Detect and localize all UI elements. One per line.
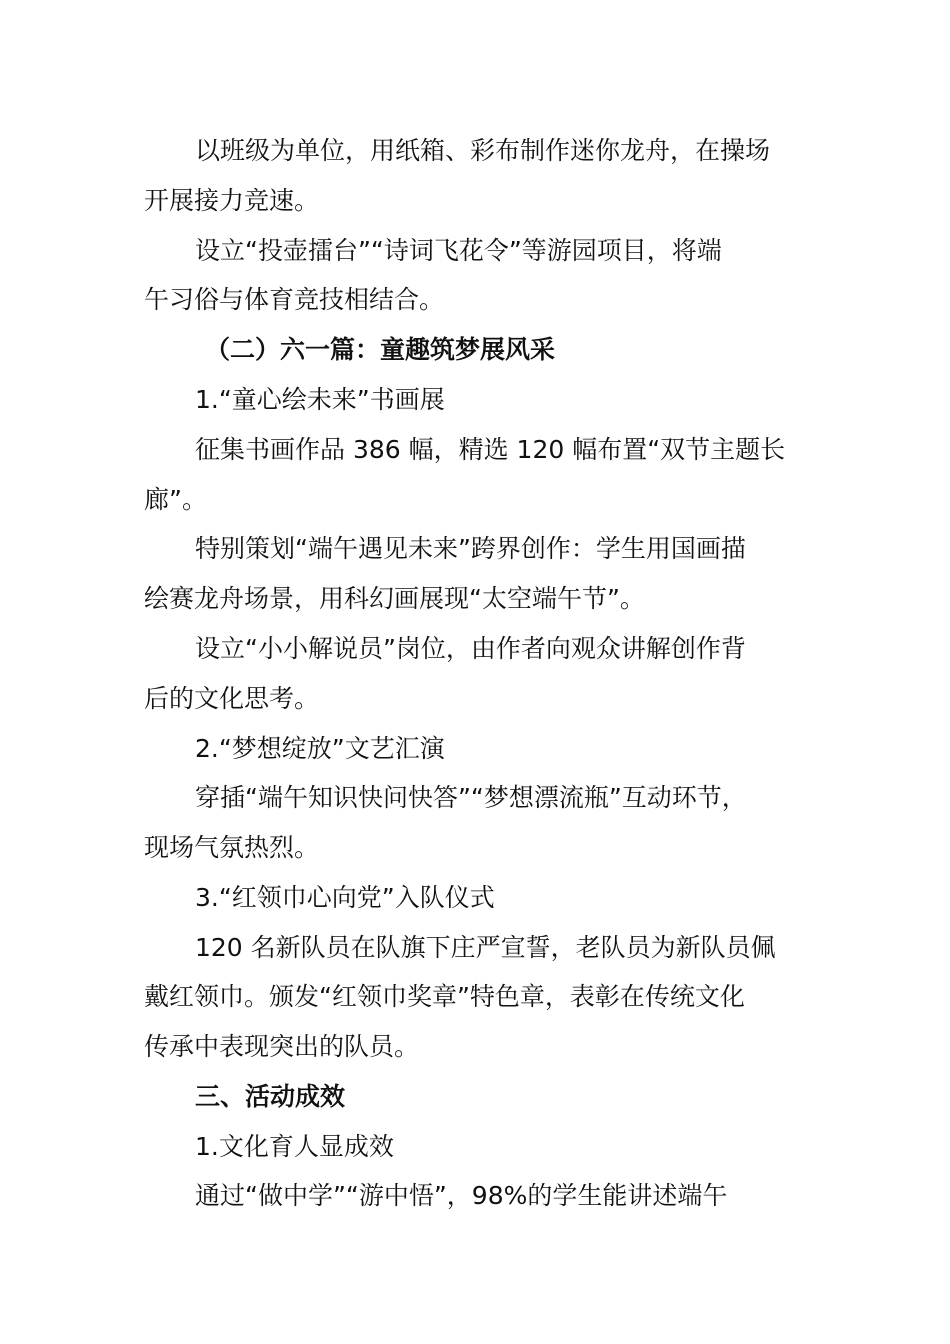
paragraph-line: 设立“小小解说员”岗位，由作者向观众讲解创作背 [195,634,746,663]
paragraph-line: 征集书画作品 386 幅，精选 120 幅布置“双节主题长 [195,435,786,464]
paragraph-line: 廊”。 [144,485,207,514]
paragraph-line: 特别策划“端午遇见未来”跨界创作：学生用国画描 [195,534,746,563]
paragraph-line: 穿插“端午知识快问快答”“梦想漂流瓶”互动环节， [195,783,747,812]
paragraph-line: 传承中表现突出的队员。 [144,1032,420,1061]
paragraph-line: 设立“投壶擂台”“诗词飞花令”等游园项目，将端 [195,236,722,265]
section-heading: 三、活动成效 [195,1082,346,1111]
paragraph-line: 午习俗与体育竞技相结合。 [144,285,445,314]
paragraph-line: 现场气氛热烈。 [144,833,320,862]
paragraph-line: 戴红领巾。颁发“红领巾奖章”特色章，表彰在传统文化 [144,982,745,1011]
paragraph-line: 120 名新队员在队旗下庄严宣誓，老队员为新队员佩 [195,933,776,962]
subsection-title: 3.“红领巾心向党”入队仪式 [195,883,495,912]
subsection-title: 1.文化育人显成效 [195,1132,394,1161]
subsection-title: 1.“童心绘未来”书画展 [195,385,445,414]
section-heading: （二）六一篇：童趣筑梦展风采 [205,335,556,364]
paragraph-line: 后的文化思考。 [144,684,320,713]
paragraph-line: 开展接力竞速。 [144,186,320,215]
paragraph-line: 以班级为单位，用纸箱、彩布制作迷你龙舟，在操场 [195,136,771,165]
paragraph-line: 绘赛龙舟场景，用科幻画展现“太空端午节”。 [144,584,645,613]
paragraph-line: 通过“做中学”“游中悟”，98%的学生能讲述端午 [195,1181,728,1210]
subsection-title: 2.“梦想绽放”文艺汇演 [195,734,445,763]
